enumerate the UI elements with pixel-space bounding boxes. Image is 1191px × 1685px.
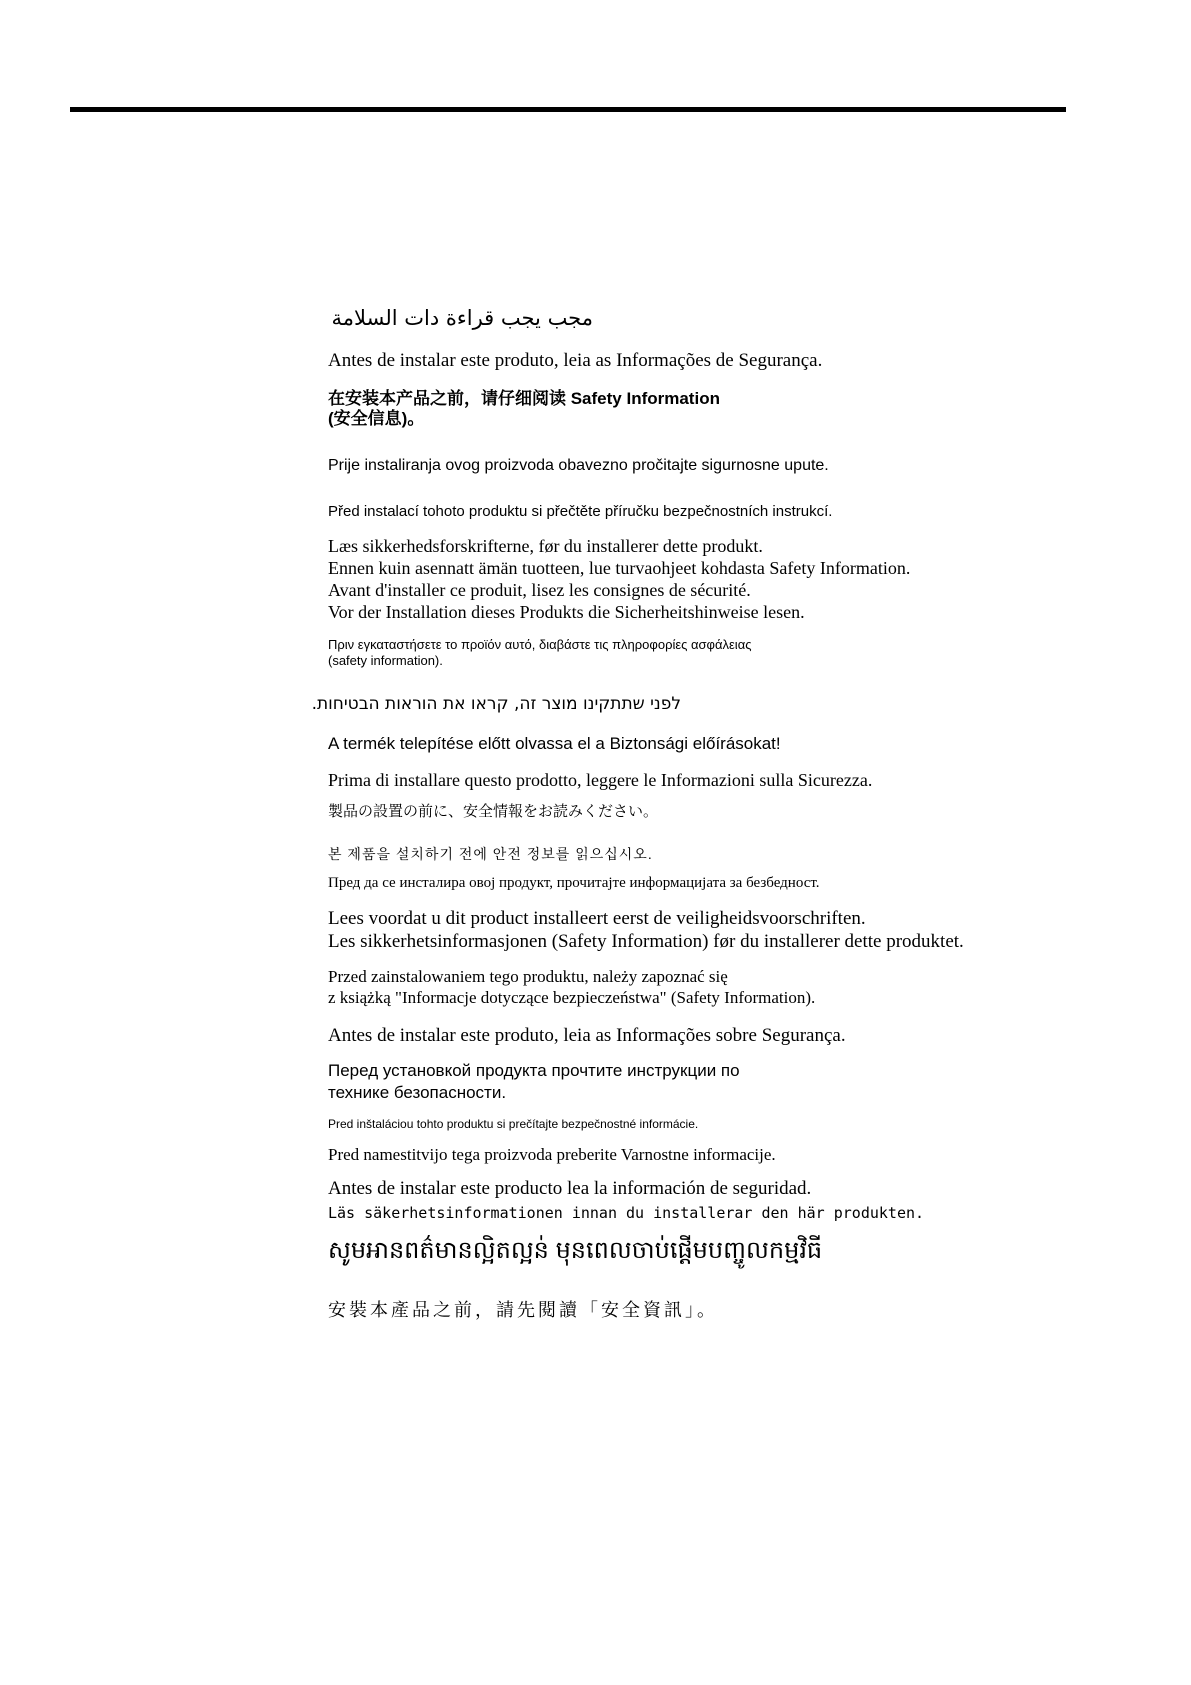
statement-spanish: Antes de instalar este producto lea la información de seguridad.	[328, 1178, 812, 1199]
statement-russian-line-2: технике безопасности.	[328, 1083, 507, 1102]
statement-portuguese-br: Antes de instalar este produto, leia as Informações de Segurança.	[328, 350, 823, 371]
statement-russian	[328, 1060, 740, 1104]
statement-chinese-traditional: 安裝本產品之前，請先閱讀「安全資訊」。	[328, 1300, 718, 1320]
statement-slovak: Pred inštaláciou tohto produktu si prečítajte bezpečnostné informácie.	[328, 1117, 699, 1131]
statement-japanese: 製品の設置の前に、安全情報をお読みください。	[328, 803, 659, 820]
statement-polish	[328, 966, 815, 1008]
statement-croatian: Prije instaliranja ovog proizvoda obavezno pročitajte sigurnosne upute.	[328, 457, 829, 474]
statement-portuguese: Antes de instalar este produto, leia as Informações sobre Segurança.	[328, 1025, 846, 1046]
statement-norwegian: Les sikkerhetsinformasjonen (Safety Information) før du installerer dette produktet.	[328, 931, 964, 952]
statement-greek-line-1: Πριν εγκαταστήσετε το προϊόν αυτό, διαβάστε τις πληροφορίες ασφάλειας	[328, 637, 752, 652]
statement-swedish: Läs säkerhetsinformationen innan du installerar den här produkten.	[328, 1204, 925, 1222]
statement-arabic: ﻣﺠﺐ ﻳﺠﺐ ﻗﺮاءة دات اﻟﺴﻼﻣﺔ	[331, 306, 593, 330]
statement-czech: Před instalací tohoto produktu si přečtěte příručku bezpečnostních instrukcí.	[328, 503, 833, 520]
statement-polish-line-2: z książką "Informacje dotyczące bezpieczeństwa" (Safety Information).	[328, 988, 816, 1007]
statement-polish-line-1: Przed zainstalowaniem tego produktu, należy zapoznać się	[328, 967, 728, 986]
statement-macedonian: Пред да се инсталира овој продукт, прочитајте информацијата за безбедност.	[328, 875, 820, 891]
statement-french: Avant d'installer ce produit, lisez les consignes de sécurité.	[328, 580, 751, 600]
statement-group-dutch-norwegian	[328, 907, 964, 953]
statement-slovenian: Pred namestitvijo tega proizvoda preberite Varnostne informacije.	[328, 1145, 776, 1164]
statement-chinese-simplified-line-2: (安全信息)。	[328, 409, 425, 429]
statement-hebrew: לפני שתתקינו מוצר זה, קראו את הוראות הבטיחות.	[311, 694, 681, 714]
statement-greek	[328, 637, 751, 669]
header-rule	[70, 107, 1066, 112]
statement-hungarian: A termék telepítése előtt olvassa el a Biztonsági előírásokat!	[328, 734, 781, 753]
statement-chinese-simplified	[328, 389, 720, 430]
statement-korean: 본 제품을 설치하기 전에 안전 정보를 읽으십시오.	[328, 846, 653, 862]
statement-german: Vor der Installation dieses Produkts die Sicherheitshinweise lesen.	[328, 602, 805, 622]
statement-russian-line-1: Перед установкой продукта прочтите инструкции по	[328, 1061, 740, 1080]
statement-khmer: សូមអានពត៌មានល្អិតល្អន់ មុនពេលចាប់ផ្តើមបញ្ចូលកម្មវិធី	[328, 1237, 823, 1264]
statement-chinese-simplified-line-1: 在安装本产品之前，请仔细阅读 Safety Information	[328, 389, 720, 408]
statement-group-scandinavian-french-german	[328, 535, 910, 623]
statement-greek-line-2: (safety information).	[328, 653, 443, 668]
statement-dutch: Lees voordat u dit product installeert eerst de veiligheidsvoorschriften.	[328, 908, 866, 929]
statement-danish: Læs sikkerhedsforskrifterne, før du installerer dette produkt.	[328, 536, 763, 556]
statement-finnish: Ennen kuin asennatt ämän tuotteen, lue turvaohjeet kohdasta Safety Information.	[328, 558, 911, 578]
statement-italian: Prima di installare questo prodotto, leggere le Informazioni sulla Sicurezza.	[328, 770, 873, 790]
